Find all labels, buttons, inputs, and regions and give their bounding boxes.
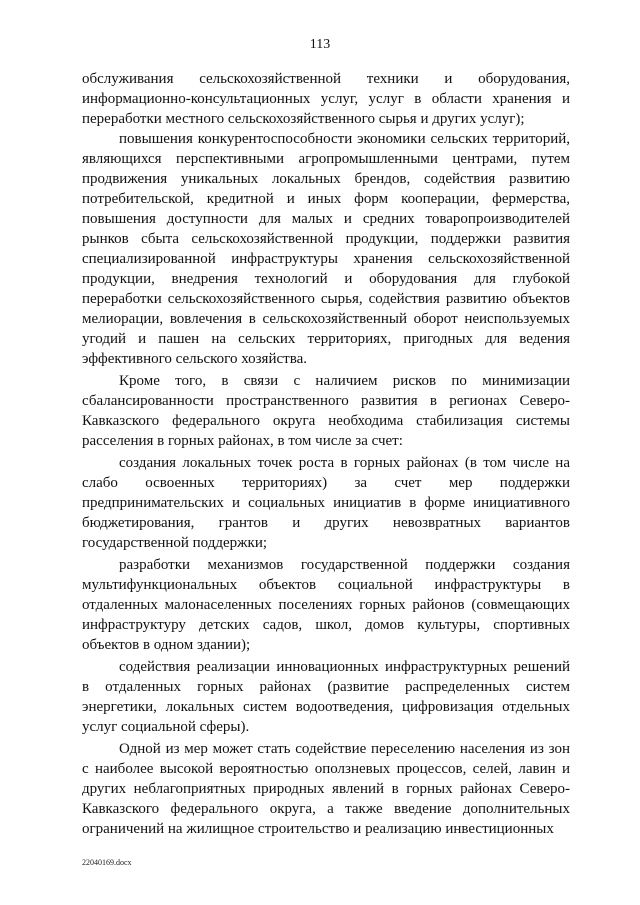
paragraph-5: разработки механизмов государственной поддержки создания мультифункциональных объектов социальной инфраструктуры в отдаленных малонаселенных поселениях горных районов (совмещающих инфраструктуру детских садов, школ, домов культуры, спортивных объектов в одном здании); — [82, 557, 570, 653]
paragraph-6: содействия реализации инновационных инфраструктурных решений в отдаленных горных районах (развитие распределенных систем энергетики, локальных систем водоотведения, цифровизация отдельных услуг социальной сферы). — [82, 659, 570, 735]
paragraph-2: повышения конкурентоспособности экономики сельских территорий, являющихся перспективными агропромышленными центрами, путем продвижения уникальных локальных брендов, содействия развитию потребительской, кредитной и иных форм кооперации, фермерства, повышения доступности для малых и средних товаропроизводителей рынков сбыта сельскохозяйственной продукции, поддержки развития специализированной инфраструктуры хранения сельскохозяйственной продукции, внедрения технологий и оборудования для глубокой переработки сельскохозяйственного сырья, содействия развитию объектов мелиорации, вовлечения в сельскохозяйственный оборот неиспользуемых угодий и пашен на сельских территориях, пригодных для ведения эффективного сельского хозяйства. — [82, 131, 570, 367]
page-number: 113 — [309, 37, 331, 52]
paragraph-7: Одной из мер может стать содействие переселению населения из зон с наиболее высокой вероятностью оползневых процессов, селей, лавин и других неблагоприятных природных явлений в горных районах Северо-Кавказского федерального округа, а также введение дополнительных ограничений на жилищное строительство и реализацию инвестиционных — [82, 741, 570, 837]
paragraph-1: обслуживания сельскохозяйственной техники и оборудования, информационно-консультационных услуг, услуг в области хранения и переработки местного сельскохозяйственного сырья и других услуг); — [82, 71, 570, 127]
paragraph-3: Кроме того, в связи с наличием рисков по минимизации сбалансированности пространственного развития в регионах Северо-Кавказского федерального округа необходима стабилизация системы расселения в горных районах, в том числе за счет: — [82, 373, 570, 449]
paragraph-4: создания локальных точек роста в горных районах (в том числе на слабо освоенных территориях) за счет мер поддержки предпринимательских и социальных инициатив в форме инициативного бюджетирования, грантов и других невозвратных вариантов государственной поддержки; — [82, 455, 570, 551]
body-text — [82, 69, 570, 839]
footer-doc-id: 22040169.docx — [82, 858, 132, 867]
